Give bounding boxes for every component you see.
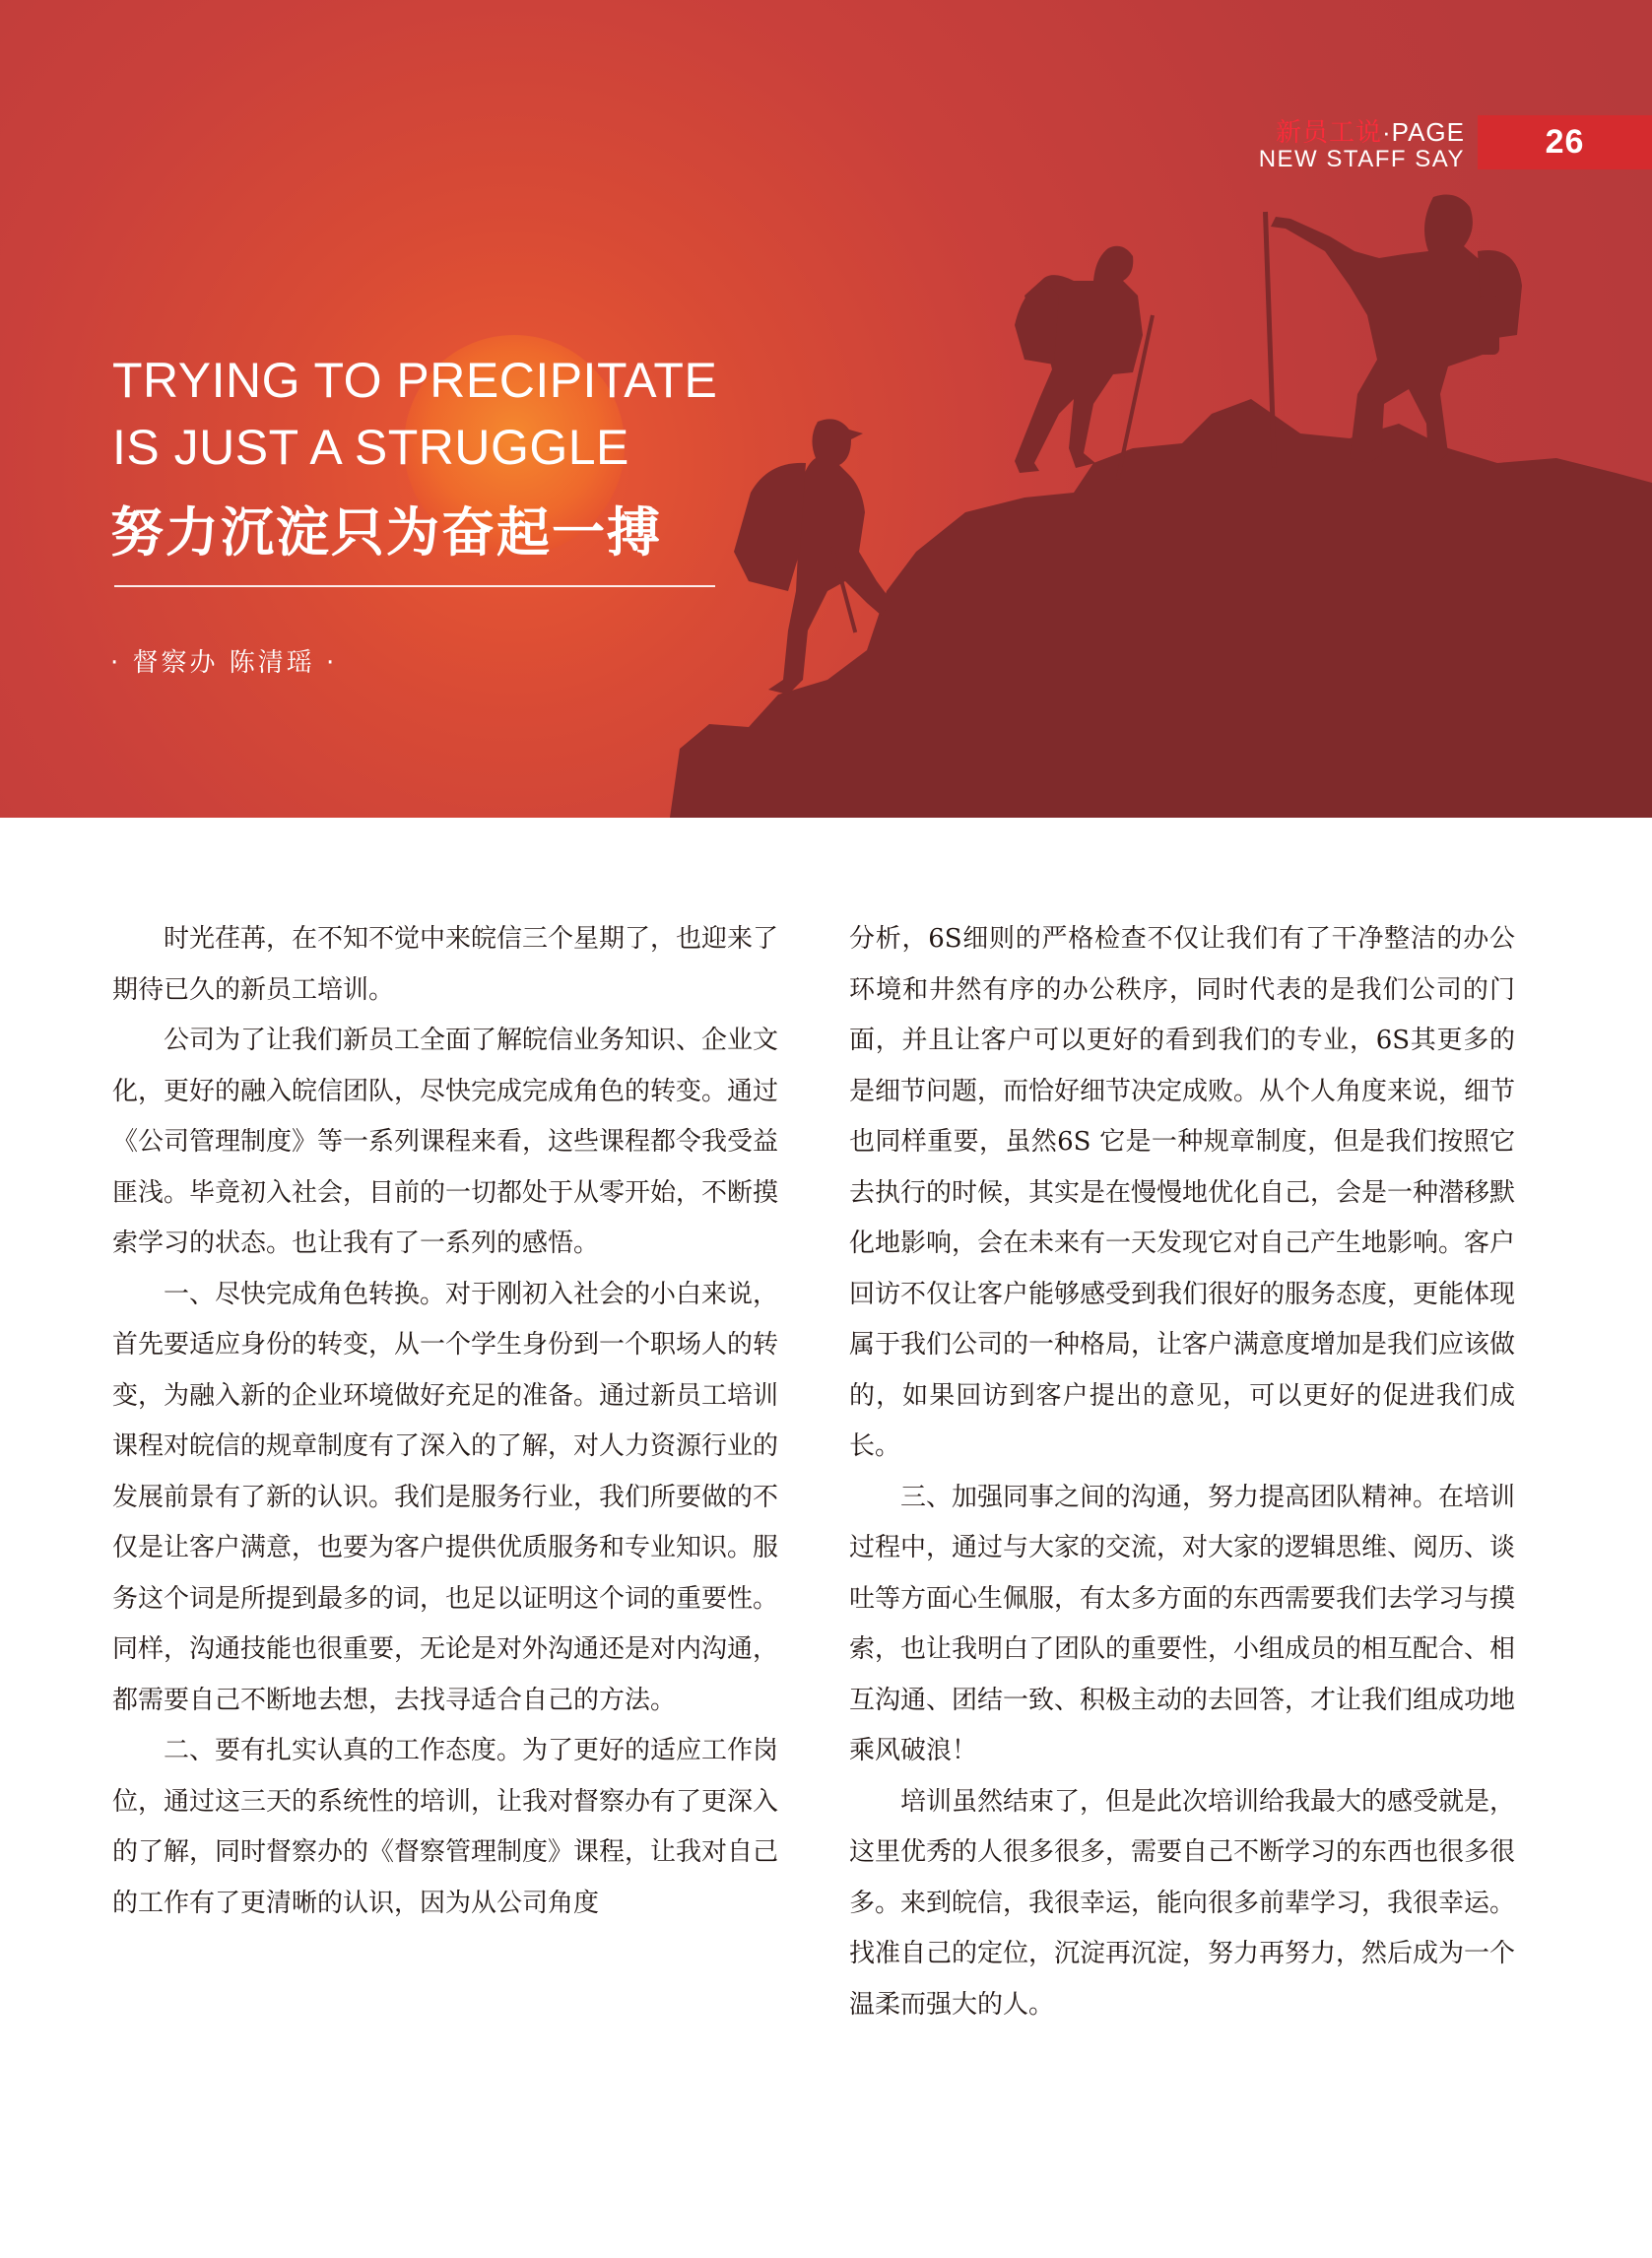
page-number: 26 [1545,123,1585,161]
page-number-tab [1478,115,1652,169]
article-paragraph: 公司为了让我们新员工全面了解皖信业务知识、企业文化，更好的融入皖信团队，尽快完成完成角色的转变。通过《公司管理制度》等一系列课程来看，这些课程都令我受益匪浅。毕竟初入社会，目前的一切都处于从零开始，不断摸索学习的状态。也让我有了一系列的感悟。 [112,1026,779,1258]
section-label-en: NEW STAFF SAY [1258,146,1465,172]
article-right-column [849,914,1515,2030]
article-paragraph: 三、加强同事之间的沟通，努力提高团队精神。在培训过程中，通过与大家的交流，对大家的逻辑思维、阅历、谈吐等方面心生佩服，有太多方面的东西需要我们去学习与摸索，也让我明白了团队的重要性，小组成员的相互配合、相互沟通、团结一致、积极主动的去回答，才让我们组成功地乘风破浪！ [849,1482,1516,1765]
section-label-cn: 新员工说 [1275,117,1382,147]
mountain-and-hikers [670,195,1652,818]
section-separator: · [1382,117,1392,147]
section-label [1276,112,1465,149]
article-paragraph: 时光荏苒，在不知不觉中来皖信三个星期了，也迎来了期待已久的新员工培训。 [112,924,779,1005]
hero-banner [0,0,1652,818]
english-title-line-1: TRYING TO PRECIPITATE [112,353,718,408]
section-page-label: PAGE [1391,117,1465,147]
article-paragraph: 二、要有扎实认真的工作态度。为了更好的适应工作岗位，通过这三天的系统性的培训，让我对督察办有了更深入的了解，同时督察办的《督察管理制度》课程，让我对自己的工作有了更清晰的认识，因为从公司角度 [112,1736,779,1918]
article-paragraph: 培训虽然结束了，但是此次培训给我最大的感受就是，这里优秀的人很多很多，需要自己不断学习的东西也很多很多。来到皖信，我很幸运，能向很多前辈学习，我很幸运。找准自己的定位，沉淀再沉淀，努力再努力，然后成为一个温柔而强大的人。 [849,1786,1516,2020]
title-divider [114,585,715,587]
article-paragraph: 一、尽快完成角色转换。对于刚初入社会的小白来说，首先要适应身份的转变，从一个学生身份到一个职场人的转变，为融入新的企业环境做好充足的准备。通过新员工培训课程对皖信的规章制度有了深入的了解，对人力资源行业的发展前景有了新的认识。我们是服务行业，我们所要做的不仅是让客户满意，也要为客户提供优质服务和专业知识。服务这个词是所提到最多的词，也足以证明这个词的重要性。同样，沟通技能也很重要，无论是对外沟通还是对内沟通，都需要自己不断地去想，去找寻适合自己的方法。 [112,1279,779,1715]
article-left-column [112,914,778,1929]
english-title [112,347,822,481]
chinese-title: 努力沉淀只为奋起一搏 [110,500,662,564]
article-paragraph-continued: 分析，6S细则的严格检查不仅让我们有了干净整洁的办公环境和井然有序的办公秩序，同时代表的是我们公司的门面，并且让客户可以更好的看到我们的专业，6S其更多的是细节问题，而恰好细节决定成败。从个人角度来说，细节也同样重要，虽然6S 它是一种规章制度，但是我们按照它去执行的时候，其实是在慢慢地优化自己，会是一种潜移默化地影响，会在未来有一天发现它对自己产生地影响。客户回访不仅让客户能够感受到我们很好的服务态度，更能体现属于我们公司的一种格局，让客户满意度增加是我们应该做的，如果回访到客户提出的意见，可以更好的促进我们成长。 [849,924,1516,1461]
english-title-line-2: IS JUST A STRUGGLE [112,420,629,475]
author-byline: · 督察办 陈清瑶 · [110,648,338,678]
